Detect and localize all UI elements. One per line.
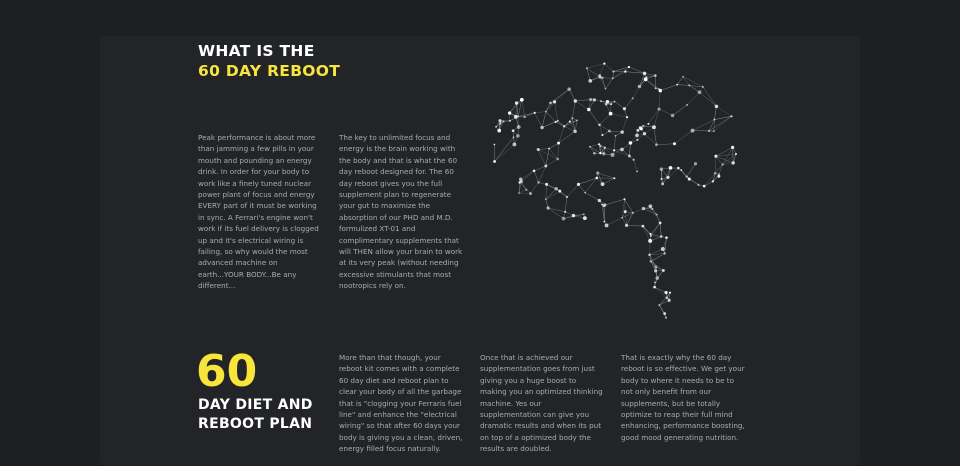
subtitle-line-1: DAY DIET AND (198, 396, 313, 415)
plan-paragraph-2: Once that is achieved our supplementation goes from just giving you a huge boost to making you an optimized thinking machine. Yes our supplementation can give you dramatic results and when its put on top of a optimized body the results are doubled. (480, 352, 604, 455)
plan-subtitle (198, 396, 313, 434)
plan-paragraph-1: More than that though, your reboot kit comes with a complete 60 day diet and reboot plan to clear your body of all the garbage that is "clogging your Ferraris fuel line" and enhance the "electrical wiring" so that after 60 days your body is giving you a clean, driven, energy filled focus naturally. (339, 352, 463, 455)
heading-line-2: 60 DAY REBOOT (198, 61, 340, 81)
big-number: 60 (196, 346, 257, 398)
heading-line-1: WHAT IS THE (198, 41, 340, 61)
polygon-network-brain-icon (470, 50, 770, 330)
section-heading (198, 41, 340, 81)
subtitle-line-2: REBOOT PLAN (198, 415, 313, 434)
plan-paragraph-3: That is exactly why the 60 day reboot is so effective. We get your body to where it needs to be to not only benefit from our supplements, but be totally optimize to reap their full mind enhancing, performance boosting, good mood generating nutrition. (621, 352, 747, 443)
intro-paragraph-1: Peak performance is about more than jamming a few pills in your mouth and pounding an energy drink. In order for your body to work like a finely tuned nuclear power plant of focus and energy EVERY part of it must be working in sync. A Ferrari's engine won't work if its fuel delivery is clogged up and it's electrical wiring is failing, so why would the most advanced machine on earth...YOUR BODY...Be any different... (198, 132, 324, 292)
intro-paragraph-2: The key to unlimited focus and energy is the brain working with the body and that is what the 60 day reboot designed for. The 60 day reboot gives you the full supplement plan to regenerate your gut to maximize the absorption of our PHD and M.D. formulized XT-01 and complimentary supplements that will THEN allow your brain to work at its very peak (without needing excessive stimulants that most nootropics rely on. (339, 132, 465, 292)
